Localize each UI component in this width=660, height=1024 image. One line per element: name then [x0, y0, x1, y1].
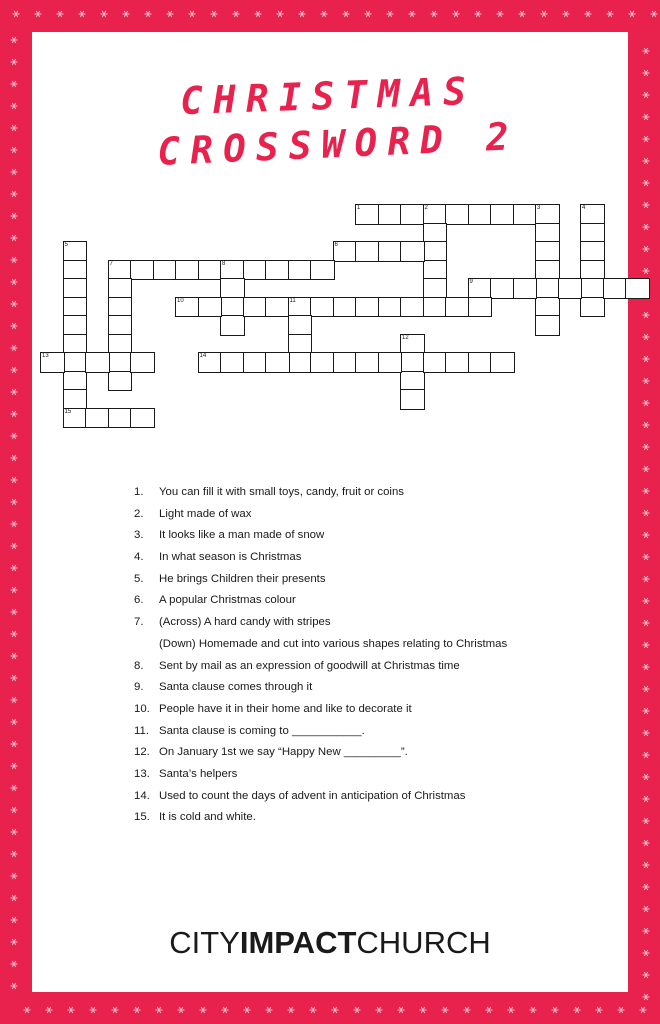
crossword-cell[interactable]	[400, 352, 425, 373]
snowflake-icon	[11, 719, 18, 725]
clue-text: It looks like a man made of snow	[159, 529, 325, 542]
snowflake-icon	[134, 1007, 141, 1013]
clue-number: 14.	[134, 789, 150, 802]
crossword-cell[interactable]	[535, 241, 560, 262]
crossword-cell[interactable]	[288, 352, 313, 373]
snowflake-icon	[11, 609, 18, 615]
snowflake-icon	[643, 664, 650, 670]
clue-number-label: 3	[537, 205, 541, 211]
clue-number: 6.	[134, 594, 144, 607]
crossword-cell[interactable]	[580, 223, 605, 244]
clue-number: 10.	[134, 702, 150, 715]
clue-number-label: 2	[424, 205, 428, 211]
crossword-cell[interactable]	[288, 260, 313, 281]
clue-text: A popular Christmas colour	[159, 594, 296, 607]
clue-number: 9.	[134, 681, 144, 694]
crossword-cell[interactable]	[535, 297, 560, 318]
snowflake-icon	[11, 675, 18, 681]
title-line-2: CROSSWORD 2	[156, 114, 520, 174]
clue-number: 2.	[134, 507, 144, 520]
clue-text: Sent by mail as an expression of goodwill at Christmas time	[159, 659, 460, 672]
snowflake-icon	[552, 1007, 559, 1013]
crossword-cell[interactable]	[108, 297, 133, 318]
crossword-cell[interactable]	[108, 278, 133, 299]
clue-text: People have it in their home and like to decorate it	[159, 702, 412, 715]
snowflake-icon	[310, 1007, 317, 1013]
crossword-cell[interactable]	[445, 352, 470, 373]
crossword-grid	[0, 0, 660, 440]
title-line-1: CHRISTMAS	[179, 68, 477, 124]
snowflake-icon	[376, 1007, 383, 1013]
clue-number-label: 5	[64, 242, 68, 248]
crossword-cell[interactable]	[423, 260, 448, 281]
snowflake-icon	[643, 598, 650, 604]
crossword-cell[interactable]	[400, 371, 425, 392]
clue-number: 15.	[134, 811, 150, 824]
snowflake-icon	[288, 1007, 295, 1013]
clue-item	[134, 592, 604, 614]
clue-item	[134, 549, 604, 571]
snowflake-icon	[643, 796, 650, 802]
logo-city: CITY	[169, 925, 240, 960]
crossword-cell[interactable]	[400, 334, 425, 355]
snowflake-icon	[11, 697, 18, 703]
clue-text: You can fill it with small toys, candy, fruit or coins	[159, 486, 404, 498]
logo-impact: IMPACT	[239, 925, 357, 960]
crossword-cell[interactable]	[108, 371, 133, 392]
crossword-cell[interactable]	[468, 278, 493, 299]
clue-number-label: 7	[109, 260, 113, 267]
logo-church: CHURCH	[356, 925, 491, 960]
crossword-cell[interactable]	[490, 352, 515, 373]
clue-number: 5.	[134, 572, 144, 585]
snowflake-icon	[11, 961, 18, 967]
clue-list	[134, 484, 604, 831]
crossword-cell[interactable]	[108, 352, 133, 373]
crossword-cell[interactable]	[198, 352, 223, 373]
snowflake-icon	[643, 620, 650, 626]
snowflake-icon	[244, 1007, 251, 1013]
snowflake-icon	[11, 741, 18, 747]
clue-item	[134, 788, 604, 810]
crossword-cell[interactable]	[130, 260, 155, 281]
snowflake-icon	[643, 642, 650, 648]
crossword-cell[interactable]	[220, 260, 245, 281]
snowflake-icon	[11, 763, 18, 769]
crossword-cell[interactable]	[63, 297, 88, 318]
crossword-cell[interactable]	[580, 241, 605, 262]
snowflake-icon	[11, 499, 18, 505]
crossword-cell[interactable]	[265, 352, 290, 373]
clue-number-label: 1	[357, 205, 361, 211]
snowflake-icon	[486, 1007, 493, 1013]
clue-item	[134, 809, 604, 831]
snowflake-icon	[46, 1007, 53, 1013]
snowflake-icon	[643, 840, 650, 846]
crossword-cell[interactable]	[400, 389, 425, 410]
snowflake-icon	[640, 1007, 647, 1013]
clue-item	[134, 484, 604, 506]
clue-number: 3.	[134, 529, 144, 542]
crossword-cell[interactable]	[378, 241, 403, 262]
clue-number: 11.	[134, 724, 149, 737]
snowflake-icon	[643, 884, 650, 890]
crossword-cell[interactable]	[265, 260, 290, 281]
snowflake-icon	[200, 1007, 207, 1013]
crossword-cell[interactable]	[333, 352, 358, 373]
clue-number-label: 10	[177, 297, 184, 304]
snowflake-icon	[11, 477, 18, 483]
clue-number-label: 15	[64, 408, 72, 415]
snowflake-icon	[398, 1007, 405, 1013]
snowflake-icon	[11, 917, 18, 923]
crossword-cell[interactable]	[175, 260, 200, 281]
clue-number-label: 6	[334, 242, 338, 248]
clue-item	[134, 679, 604, 701]
snowflake-icon	[643, 818, 650, 824]
snowflake-icon	[643, 686, 650, 692]
crossword-cell[interactable]	[378, 204, 403, 225]
clue-number: 4.	[134, 551, 144, 564]
crossword-cell[interactable]	[423, 297, 448, 318]
snowflake-icon	[643, 466, 650, 472]
clue-number-label: 9	[469, 279, 473, 285]
crossword-cell[interactable]	[310, 297, 335, 318]
crossword-cell[interactable]	[423, 241, 448, 262]
city-impact-church-logo	[0, 925, 660, 961]
crossword-cell[interactable]	[580, 297, 605, 318]
snowflake-icon	[11, 851, 18, 857]
clue-item	[134, 766, 604, 788]
crossword-cell[interactable]	[535, 260, 560, 281]
snowflake-icon	[643, 576, 650, 582]
snowflake-icon	[332, 1007, 339, 1013]
clue-number: 1.	[134, 486, 144, 498]
crossword-cell[interactable]	[220, 315, 245, 336]
crossword-cell[interactable]	[400, 204, 425, 225]
snowflake-icon	[68, 1007, 75, 1013]
clue-number: 8.	[134, 659, 144, 672]
snowflake-icon	[420, 1007, 427, 1013]
crossword-cell[interactable]	[198, 297, 223, 318]
snowflake-icon	[354, 1007, 361, 1013]
snowflake-icon	[596, 1007, 603, 1013]
clue-text: (Across) A hard candy with stripes	[159, 616, 331, 629]
snowflake-icon	[222, 1007, 229, 1013]
crossword-cell[interactable]	[535, 204, 560, 225]
clue-text: In what season is Christmas	[159, 551, 302, 564]
crossword-cell[interactable]	[513, 278, 538, 299]
crossword-cell[interactable]	[108, 334, 133, 355]
crossword-cell[interactable]	[63, 371, 88, 392]
crossword-cell[interactable]	[445, 204, 470, 225]
snowflake-icon	[11, 521, 18, 527]
snowflake-icon	[643, 532, 650, 538]
crossword-cell[interactable]	[558, 278, 583, 299]
crossword-cell[interactable]	[535, 315, 560, 336]
snowflake-icon	[11, 829, 18, 835]
clue-number-label: 12	[402, 334, 409, 341]
crossword-cell[interactable]	[220, 352, 245, 373]
crossword-cell[interactable]	[490, 204, 515, 225]
crossword-cell[interactable]	[535, 278, 560, 299]
crossword-cell[interactable]	[243, 352, 268, 373]
clue-item	[134, 506, 604, 528]
snowflake-icon	[643, 752, 650, 758]
crossword-cell[interactable]	[535, 223, 560, 244]
snowflake-icon	[112, 1007, 119, 1013]
snowflake-icon	[530, 1007, 537, 1013]
snowflake-icon	[643, 906, 650, 912]
clue-text: He brings Children their presents	[159, 572, 326, 585]
crossword-cell[interactable]	[198, 260, 226, 281]
snowflake-icon	[618, 1007, 625, 1013]
crossword-cell[interactable]	[288, 315, 313, 336]
snowflake-icon	[11, 565, 18, 571]
crossword-cell[interactable]	[63, 408, 88, 429]
snowflake-icon	[643, 774, 650, 780]
clue-text: Santa’s helpers	[159, 767, 238, 780]
snowflake-icon	[11, 587, 18, 593]
crossword-cell[interactable]	[63, 278, 88, 299]
clue-item	[134, 614, 604, 636]
crossword-cell[interactable]	[580, 278, 605, 299]
crossword-cell[interactable]	[175, 297, 200, 318]
crossword-cell[interactable]	[63, 241, 88, 262]
crossword-cell[interactable]	[423, 352, 448, 373]
snowflake-icon	[11, 543, 18, 549]
clue-number: 13.	[134, 767, 150, 780]
snowflake-icon	[11, 873, 18, 879]
crossword-cell[interactable]	[513, 204, 541, 225]
crossword-cell[interactable]	[355, 352, 380, 373]
snowflake-icon	[178, 1007, 185, 1013]
snowflake-icon	[464, 1007, 471, 1013]
snowflake-icon	[643, 444, 650, 450]
crossword-cell[interactable]	[490, 278, 515, 299]
crossword-cell[interactable]	[220, 297, 245, 318]
crossword-cell[interactable]	[468, 352, 493, 373]
snowflake-icon	[90, 1007, 97, 1013]
snowflake-icon	[11, 983, 18, 989]
snowflake-icon	[643, 510, 650, 516]
clue-number-label: 14	[199, 353, 207, 359]
clue-text: Santa clause is coming to ___________.	[159, 724, 365, 737]
snowflake-icon	[266, 1007, 273, 1013]
crossword-cell[interactable]	[625, 278, 650, 299]
snowflake-icon	[643, 994, 650, 1000]
crossword-cell[interactable]	[85, 408, 110, 429]
snowflake-icon	[574, 1007, 581, 1013]
snowflake-icon	[11, 455, 18, 461]
crossword-cell[interactable]	[355, 297, 380, 318]
snowflake-icon	[643, 554, 650, 560]
crossword-cell[interactable]	[310, 260, 335, 281]
crossword-cell[interactable]	[153, 260, 178, 281]
crossword-cell[interactable]	[333, 241, 358, 262]
snowflake-icon	[11, 653, 18, 659]
snowflake-icon	[11, 785, 18, 791]
crossword-cell[interactable]	[265, 297, 290, 318]
crossword-cell[interactable]	[378, 352, 403, 373]
crossword-cell[interactable]	[468, 297, 493, 318]
crossword-cell[interactable]	[310, 352, 335, 373]
crossword-cell[interactable]	[445, 297, 470, 318]
snowflake-icon	[643, 488, 650, 494]
crossword-cell[interactable]	[423, 278, 448, 299]
crossword-cell[interactable]	[63, 389, 88, 410]
crossword-cell[interactable]	[40, 352, 65, 373]
crossword-cell[interactable]	[400, 297, 425, 318]
crossword-cell[interactable]	[423, 204, 448, 225]
snowflake-icon	[11, 895, 18, 901]
crossword-cell[interactable]	[243, 297, 268, 318]
clue-item	[134, 571, 604, 593]
clue-item	[134, 527, 604, 549]
clue-text: On January 1st we say “Happy New _________”.	[159, 746, 408, 759]
clue-text: (Down) Homemade and cut into various shapes relating to Christmas	[159, 637, 508, 650]
crossword-cell[interactable]	[63, 315, 88, 336]
clue-text: Santa clause comes through it	[159, 681, 313, 694]
crossword-cell[interactable]	[63, 334, 88, 355]
crossword-cell[interactable]	[580, 260, 605, 281]
clue-item	[134, 744, 604, 766]
snowflake-icon	[156, 1007, 163, 1013]
crossword-cell[interactable]	[130, 408, 155, 429]
clue-number-label: 13	[42, 353, 49, 359]
clue-text: Light made of wax	[159, 507, 252, 520]
crossword-cell[interactable]	[243, 260, 268, 281]
crossword-cell[interactable]	[355, 241, 380, 262]
snowflake-icon	[643, 862, 650, 868]
snowflake-icon	[24, 1007, 31, 1013]
clue-number-label: 11	[289, 297, 296, 304]
crossword-cell[interactable]	[423, 223, 448, 244]
clue-number: 7.	[134, 616, 144, 629]
clue-item	[134, 636, 604, 658]
clue-number: 12.	[134, 746, 150, 759]
clue-number-label: 4	[582, 205, 586, 211]
clue-item	[134, 723, 604, 745]
crossword-cell[interactable]	[355, 204, 380, 225]
crossword-cell[interactable]	[63, 260, 88, 281]
crossword-cell[interactable]	[108, 408, 133, 429]
crossword-cell[interactable]	[580, 204, 605, 225]
snowflake-icon	[442, 1007, 449, 1013]
snowflake-icon	[11, 807, 18, 813]
crossword-cell[interactable]	[603, 278, 628, 299]
crossword-cell[interactable]	[108, 315, 133, 336]
crossword-cell[interactable]	[333, 297, 358, 318]
crossword-cell[interactable]	[400, 241, 425, 262]
clue-number-label: 8	[222, 260, 226, 267]
clue-item	[134, 658, 604, 680]
clue-item	[134, 701, 604, 723]
snowflake-icon	[508, 1007, 515, 1013]
crossword-cell[interactable]	[220, 278, 245, 299]
crossword-cell[interactable]	[378, 297, 403, 318]
crossword-cell[interactable]	[130, 352, 155, 373]
snowflake-icon	[643, 730, 650, 736]
crossword-cell[interactable]	[108, 260, 133, 281]
crossword-cell[interactable]	[468, 204, 493, 225]
snowflake-icon	[643, 708, 650, 714]
crossword-cell[interactable]	[288, 297, 313, 318]
clue-text: It is cold and white.	[159, 811, 256, 824]
clue-text: Used to count the days of advent in anticipation of Christmas	[159, 789, 466, 802]
snowflake-icon	[11, 631, 18, 637]
crossword-cell[interactable]	[85, 352, 110, 373]
crossword-cell[interactable]	[288, 334, 313, 355]
snowflake-icon	[643, 972, 650, 978]
crossword-cell[interactable]	[63, 352, 88, 373]
